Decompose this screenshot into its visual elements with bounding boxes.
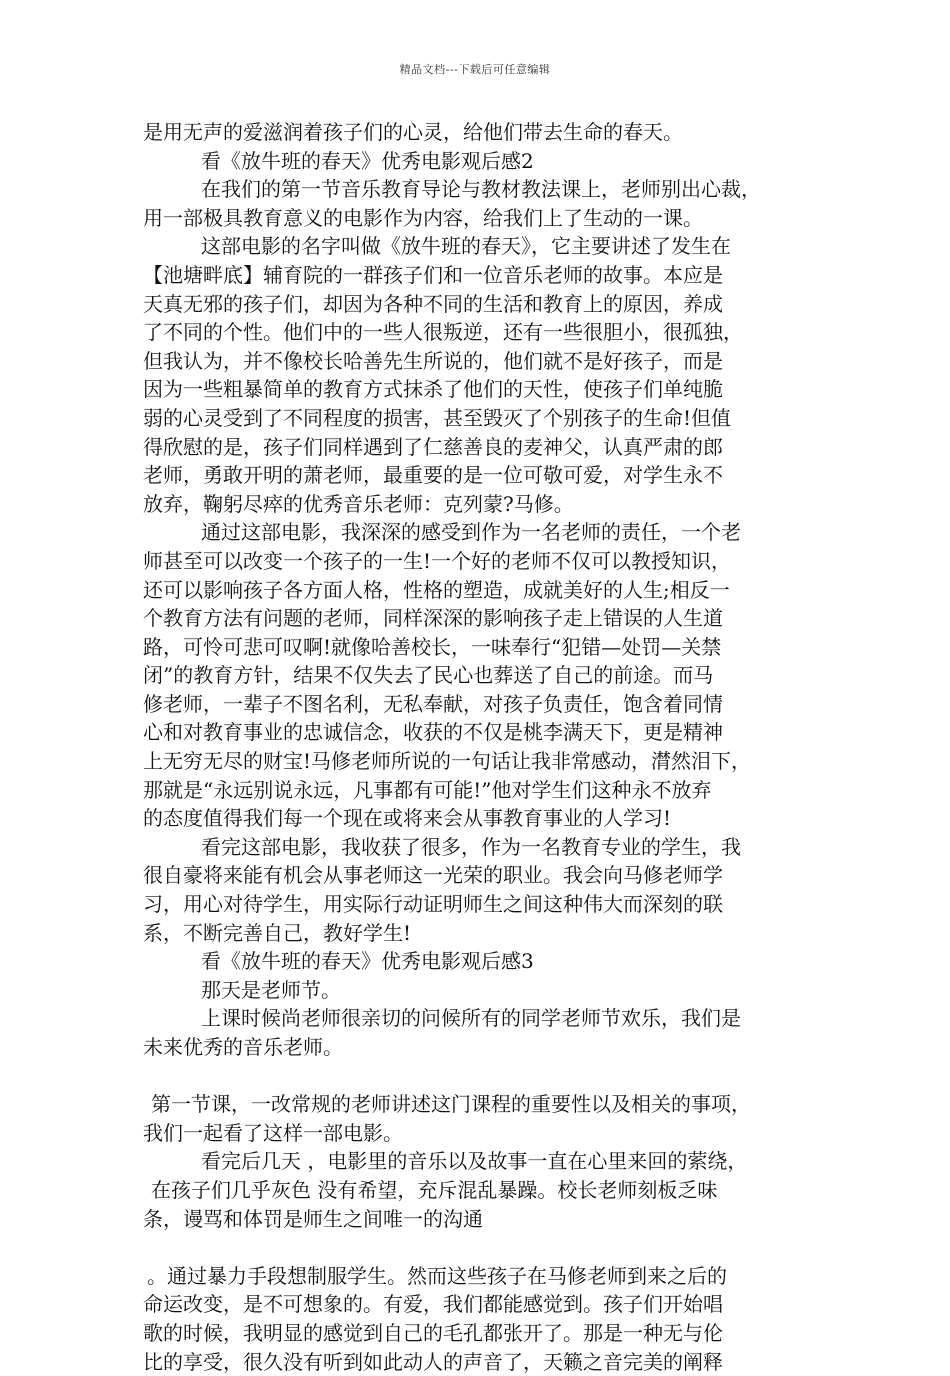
text-line: 但我认为，并不像校长哈善先生所说的，他们就不是好孩子，而是 — [143, 348, 723, 373]
text-line: 我们一起看了这样一部电影。 — [143, 1120, 403, 1145]
text-line: 未来优秀的音乐老师。 — [143, 1035, 343, 1059]
blank-line — [143, 1233, 823, 1262]
text-line: 得欣慰的是，孩子们同样遇到了仁慈善良的麦神父，认真严肃的郎 — [143, 434, 723, 459]
text-line: 用一部极具教育意义的电影作为内容，给我们上了生动的一课。 — [143, 205, 703, 230]
text-line: 【池塘畔底】辅育院的一群孩子们和一位音乐老师的故事。本应是 — [143, 262, 723, 287]
text-line: 了不同的个性。他们中的一些人很叛逆，还有一些很胆小，很孤独， — [143, 320, 743, 345]
text-line: 上无穷无尽的财宝!马修老师所说的一句话让我非常感动，潸然泪下， — [143, 749, 752, 774]
document-body — [143, 118, 823, 1376]
text-line: 通过这部电影，我深深的感受到作为一名老师的责任，一个老 — [201, 520, 741, 545]
text-line: 放弃，鞠躬尽瘁的优秀音乐老师：克列蒙?马修。 — [143, 491, 574, 516]
text-line: 弱的心灵受到了不同程度的损害，甚至毁灭了个别孩子的生命!但值 — [143, 405, 732, 430]
text-line: 那天是老师节。 — [201, 977, 341, 1002]
text-line: 老师，勇敢开明的萧老师，最重要的是一位可敬可爱，对学生永不 — [143, 463, 723, 488]
text-line: 的态度值得我们每一个现在或将来会从事教育事业的人学习! — [143, 806, 672, 831]
text-line: 歌的时候，我明显的感觉到自己的毛孔都张开了。那是一种无与伦 — [143, 1320, 723, 1345]
text-line: 路，可怜可悲可叹啊!就像哈善校长，一味奉行“犯错—处罚—关禁 — [143, 634, 722, 659]
text-line: 很自豪将来能有机会从事老师这一光荣的职业。我会向马修老师学 — [143, 863, 723, 888]
text-line: 看完这部电影，我收获了很多，作为一名教育专业的学生，我 — [201, 834, 741, 859]
text-line: 在我们的第一节音乐教育导论与教材教法课上，老师别出心裁， — [201, 177, 761, 202]
text-line: 个教育方法有问题的老师，同样深深的影响孩子走上错误的人生道 — [143, 606, 723, 631]
text-line: 看完后几天 ，电影里的音乐以及故事一直在心里来回的萦绕， — [201, 1149, 748, 1174]
text-line: 心和对教育事业的忠诚信念，收获的不仅是桃李满天下，更是精神 — [143, 720, 723, 745]
text-line: 。通过暴力手段想制服学生。然而这些孩子在马修老师到来之后的 — [147, 1263, 727, 1288]
text-line: 第一节课，一改常规的老师讲述这门课程的重要性以及相关的事项， — [151, 1092, 751, 1117]
text-line: 那就是“永远别说永远，凡事都有可能!”他对学生们这种永不放弃 — [143, 777, 712, 802]
text-line: 比的享受，很久没有听到如此动人的声音了，天籁之音完美的阐释 — [143, 1349, 723, 1374]
page-header: 精品文档---下载后可任意编辑 — [399, 63, 551, 76]
text-line: 习，用心对待学生，用实际行动证明师生之间这种伟大而深刻的联 — [143, 892, 723, 917]
text-line: 这部电影的名字叫做《放牛班的春天》，它主要讲述了发生在 — [201, 234, 731, 259]
text-line: 修老师，一辈子不图名利，无私奉献，对孩子负责任，饱含着同情 — [143, 691, 723, 716]
text-line: 师甚至可以改变一个孩子的一生!一个好的老师不仅可以教授知识， — [143, 548, 732, 573]
text-line: 在孩子们几乎灰色 没有希望，充斥混乱暴躁。校长老师刻板乏味 — [151, 1177, 718, 1202]
text-line: 因为一些粗暴简单的教育方式抹杀了他们的天性，使孩子们单纯脆 — [143, 377, 723, 402]
text-line: 闭”的教育方针，结果不仅失去了民心也葬送了自己的前途。而马 — [143, 663, 714, 688]
text-line: 看《放牛班的春天》优秀电影观后感2 — [201, 148, 534, 173]
text-line: 命运改变，是不可想象的。有爱，我们都能感觉到。孩子们开始唱 — [143, 1292, 723, 1317]
text-line: 天真无邪的孩子们，却因为各种不同的生活和教育上的原因，养成 — [143, 291, 723, 316]
text-line: 条，谩骂和体罚是师生之间唯一的沟通 — [143, 1206, 483, 1231]
text-line: 还可以影响孩子各方面人格，性格的塑造，成就美好的人生;相反一 — [143, 577, 730, 602]
text-line: 是用无声的爱滋润着孩子们的心灵，给他们带去生命的春天。 — [143, 120, 683, 144]
blank-line — [143, 1062, 823, 1091]
text-line: 系，不断完善自己，教好学生! — [143, 920, 412, 945]
text-line: 上课时候尚老师很亲切的问候所有的同学老师节欢乐，我们是 — [201, 1006, 741, 1031]
text-line: 看《放牛班的春天》优秀电影观后感3 — [201, 949, 534, 974]
